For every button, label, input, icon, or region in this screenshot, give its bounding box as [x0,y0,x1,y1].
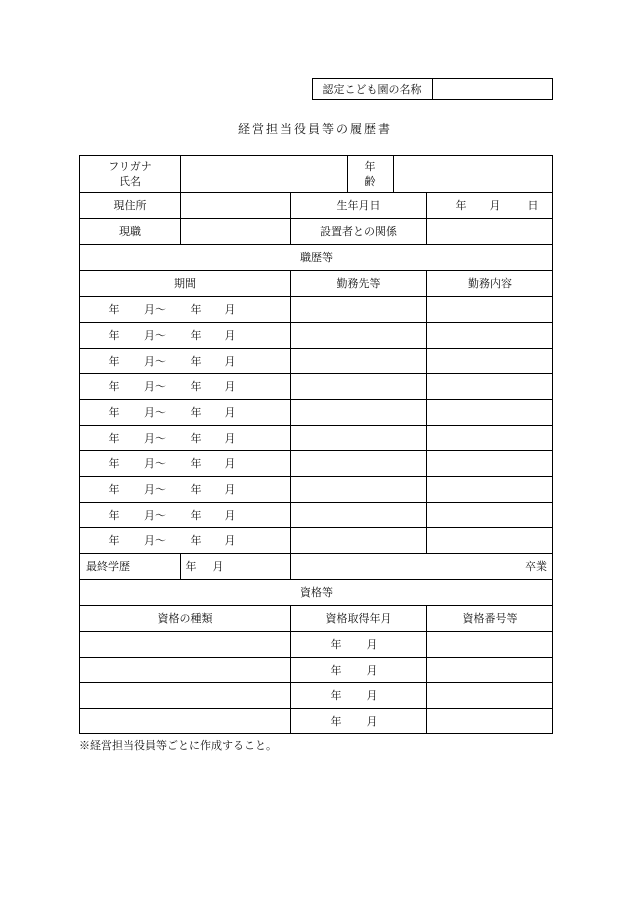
career-row-month-to[interactable]: 月 [224,483,236,496]
qual-row-year[interactable]: 年 [330,638,342,651]
career-row-month-to[interactable]: 月 [224,431,236,445]
occupation-label: 現職 [119,225,141,238]
education-school-input[interactable] [291,553,491,579]
qual-col-date: 資格取得年月 [325,612,392,625]
address-input[interactable] [181,192,290,218]
career-row-year-from[interactable]: 年 [108,431,120,445]
qual-row-type[interactable] [80,708,290,734]
career-row-month-to[interactable]: 月 [224,406,236,419]
career-row-duties[interactable] [427,476,553,502]
career-row-year-to[interactable]: 年 [190,406,202,419]
career-row-year-to[interactable]: 年 [190,431,202,445]
dob-year[interactable]: 年 [455,199,467,212]
career-row-month-to[interactable]: 月 [224,534,236,547]
career-row-month-to[interactable]: 月 [224,354,236,368]
career-row-duties[interactable] [427,399,553,425]
qual-row-type[interactable] [80,657,290,682]
facility-name-input[interactable] [433,78,553,100]
career-row-duties[interactable] [427,527,553,553]
career-row-year-from[interactable]: 年 [108,303,120,316]
career-col-duties: 勤務内容 [468,277,512,290]
qual-row-month[interactable]: 月 [366,715,378,728]
qual-row-number[interactable] [427,657,553,682]
name-input[interactable] [181,155,347,192]
career-row-workplace[interactable] [291,348,426,373]
career-row-month-from[interactable]: 月〜 [144,329,166,342]
career-row-month-to[interactable]: 月 [224,329,236,342]
career-row-year-from[interactable]: 年 [108,329,120,342]
age-input[interactable] [394,155,553,192]
career-row-year-to[interactable]: 年 [190,457,202,470]
career-col-period: 期間 [174,277,196,290]
footnote: ※経営担当役員等ごとに作成すること。 [79,739,277,752]
career-row-duties[interactable] [427,296,553,322]
qual-row-month[interactable]: 月 [366,663,378,677]
career-col-workplace: 勤務先等 [336,277,381,290]
qual-col-type: 資格の種類 [157,612,213,625]
career-row-month-from[interactable]: 月〜 [144,380,166,393]
career-row-year-to[interactable]: 年 [190,483,202,496]
page-title: 経営担当役員等の履歴書 [237,121,392,136]
qual-row-year[interactable]: 年 [330,689,342,702]
relation-label: 設置者との関係 [320,225,397,238]
career-row-duties[interactable] [427,373,553,399]
career-row-duties[interactable] [427,322,553,348]
occupation-input[interactable] [181,218,290,244]
career-row-duties[interactable] [427,450,553,476]
qual-row-year[interactable]: 年 [330,663,342,677]
career-row-year-from[interactable]: 年 [108,406,120,419]
address-label: 現住所 [113,199,147,212]
career-row-workplace[interactable] [291,296,426,322]
career-row-month-from[interactable]: 月〜 [144,354,166,368]
career-row-month-from[interactable]: 月〜 [144,457,166,470]
education-graduated: 卒業 [525,560,547,573]
career-row-year-to[interactable]: 年 [190,303,202,316]
career-row-workplace[interactable] [291,476,426,502]
career-row-year-to[interactable]: 年 [190,534,202,547]
career-row-year-from[interactable]: 年 [108,483,120,496]
career-row-workplace[interactable] [291,425,426,450]
age-label-bottom: 齢 [364,174,376,188]
qual-col-number: 資格番号等 [462,612,518,625]
name-label-cell [80,155,180,192]
career-section-label: 職歴等 [300,251,333,264]
qual-row-year[interactable]: 年 [330,715,342,728]
name-label: 氏名 [119,174,141,188]
career-row-year-to[interactable]: 年 [190,354,202,368]
career-row-month-from[interactable]: 月〜 [144,483,166,496]
career-row-year-from[interactable]: 年 [108,508,120,522]
qual-row-type[interactable] [80,682,290,708]
facility-name-label: 認定こども園の名称 [322,83,422,96]
dob-day[interactable]: 日 [527,199,539,212]
career-row-month-from[interactable]: 月〜 [144,508,166,522]
career-row-workplace[interactable] [291,502,426,527]
furigana-label: フリガナ [108,159,152,173]
career-row-month-to[interactable]: 月 [224,380,236,393]
career-row-month-from[interactable]: 月〜 [144,406,166,419]
career-row-year-from[interactable]: 年 [108,534,120,547]
career-row-duties[interactable] [427,502,553,527]
career-row-workplace[interactable] [291,450,426,476]
career-row-duties[interactable] [427,348,553,373]
education-month[interactable]: 月 [212,560,224,573]
career-row-month-from[interactable]: 月〜 [144,303,166,316]
career-row-year-from[interactable]: 年 [108,354,120,368]
qualifications-section-label: 資格等 [300,586,333,599]
age-label-top: 年 [364,159,376,173]
career-row-month-from[interactable]: 月〜 [144,534,166,547]
qual-row-month[interactable]: 月 [366,638,378,651]
career-row-duties[interactable] [427,425,553,450]
dob-label: 生年月日 [336,199,381,212]
career-row-year-to[interactable]: 年 [190,380,202,393]
education-label: 最終学歴 [86,560,130,573]
qual-row-number[interactable] [427,708,553,734]
career-row-month-to[interactable]: 月 [224,303,236,316]
career-row-year-to[interactable]: 年 [190,508,202,522]
dob-month[interactable]: 月 [489,199,501,212]
career-row-workplace[interactable] [291,527,426,553]
education-year[interactable]: 年 [185,560,197,573]
career-row-month-to[interactable]: 月 [224,508,236,522]
career-row-year-to[interactable]: 年 [190,329,202,342]
relation-input[interactable] [427,218,553,244]
career-row-month-to[interactable]: 月 [224,457,236,470]
qual-row-number[interactable] [427,682,553,708]
career-row-workplace[interactable] [291,399,426,425]
career-row-workplace[interactable] [291,373,426,399]
career-row-month-from[interactable]: 月〜 [144,431,166,445]
qual-row-month[interactable]: 月 [366,689,378,702]
qual-row-type[interactable] [80,631,290,657]
career-row-workplace[interactable] [291,322,426,348]
age-label-cell [347,155,393,192]
career-row-year-from[interactable]: 年 [108,380,120,393]
qual-row-number[interactable] [427,631,553,657]
career-row-year-from[interactable]: 年 [108,457,120,470]
